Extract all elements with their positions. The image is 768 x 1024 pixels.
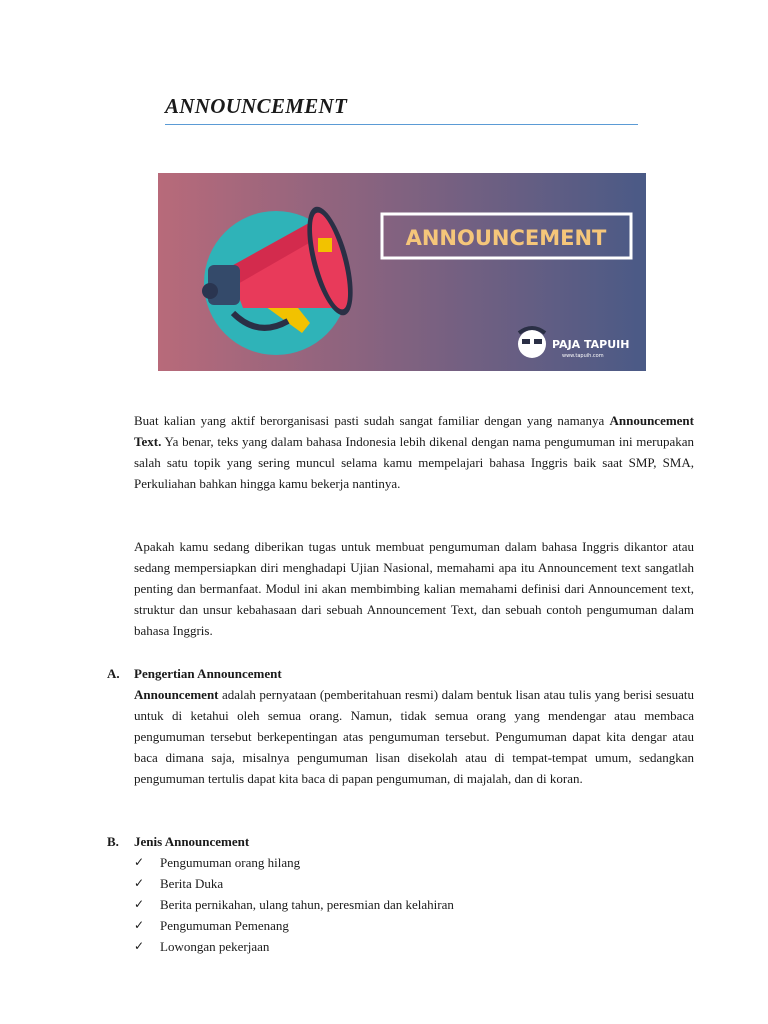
section-a-bold-term: Announcement <box>134 687 219 702</box>
brand-logo <box>518 328 546 358</box>
list-item <box>134 915 454 936</box>
checkmark-icon: ✓ <box>134 939 145 953</box>
list-item-text: Berita pernikahan, ulang tahun, peresmian dan kelahiran <box>160 897 454 912</box>
list-item <box>134 936 454 957</box>
announcement-types-list <box>134 852 454 957</box>
section-b-label: B. <box>107 834 119 849</box>
document-title: ANNOUNCEMENT <box>165 94 348 118</box>
section-a-heading <box>107 663 282 684</box>
checkmark-icon: ✓ <box>134 855 145 869</box>
list-item <box>134 873 454 894</box>
brand-url: www.tapuih.com <box>562 353 604 359</box>
intro-paragraph-1 <box>134 410 694 494</box>
section-a-title: Pengertian Announcement <box>134 666 282 681</box>
intro-text-end: Ya benar, teks yang dalam bahasa Indonesia lebih dikenal dengan nama pengumuman ini merupakan salah satu topik yang sering muncul selama kamu mempelajari bahasa Inggris baik saat SMP, SMA, Perkuliahan bahkan hingga kamu bekerja nantinya. <box>134 434 694 491</box>
list-item <box>134 852 454 873</box>
list-item <box>134 894 454 915</box>
section-a-text: adalah pernyataan (pemberitahuan resmi) dalam bentuk lisan atau tulis yang berisi sesuatu untuk di ketahui oleh semua orang. Namun, tidak semua orang yang mendengar atau membaca pengumuman tersebut berkepentingan atas pengumuman tersebut. Pengumuman dapat kita dengar atau baca dimana saja, misalnya pengumuman lisan disekolah atau di tempat-tempat umum, sedangkan pengumuman tertulis dapat kita baca di papan pengumuman, di majalah, dan di koran. <box>134 687 694 786</box>
section-a-paragraph <box>134 684 694 789</box>
list-item-text: Pengumuman Pemenang <box>160 918 289 933</box>
intro-paragraph-2: Apakah kamu sedang diberikan tugas untuk membuat pengumuman dalam bahasa Inggris dikantor atau sedang mempersiapkan diri menghadapi Ujian Nasional, memahami apa itu Announcement text sangatlah penting dan bermanfaat. Modul ini akan membimbing kalian memahami definisi dari Announcement text, struktur dan unsur kebahasaan dari sebuah Announcement Text, dan sebuah contoh pengumuman dalam bahasa Inggris. <box>134 539 694 638</box>
list-item-text: Pengumuman orang hilang <box>160 855 301 870</box>
checkmark-icon: ✓ <box>134 897 145 911</box>
intro-bold-term: Announcement Text. <box>134 413 694 449</box>
brand-name: PAJA TAPUIH <box>552 338 630 351</box>
list-item-text: Berita Duka <box>160 876 224 891</box>
title-underline <box>165 124 638 125</box>
section-a-label: A. <box>107 666 120 681</box>
section-b-title: Jenis Announcement <box>134 834 250 849</box>
intro-text-start: Buat kalian yang aktif berorganisasi pasti sudah sangat familiar dengan yang namanya <box>134 413 610 428</box>
section-b-heading <box>107 831 249 852</box>
checkmark-icon: ✓ <box>134 876 145 890</box>
banner-heading: ANNOUNCEMENT <box>405 226 607 250</box>
checkmark-icon: ✓ <box>134 918 145 932</box>
announcement-banner-image <box>158 173 646 371</box>
list-item-text: Lowongan pekerjaan <box>160 939 270 954</box>
